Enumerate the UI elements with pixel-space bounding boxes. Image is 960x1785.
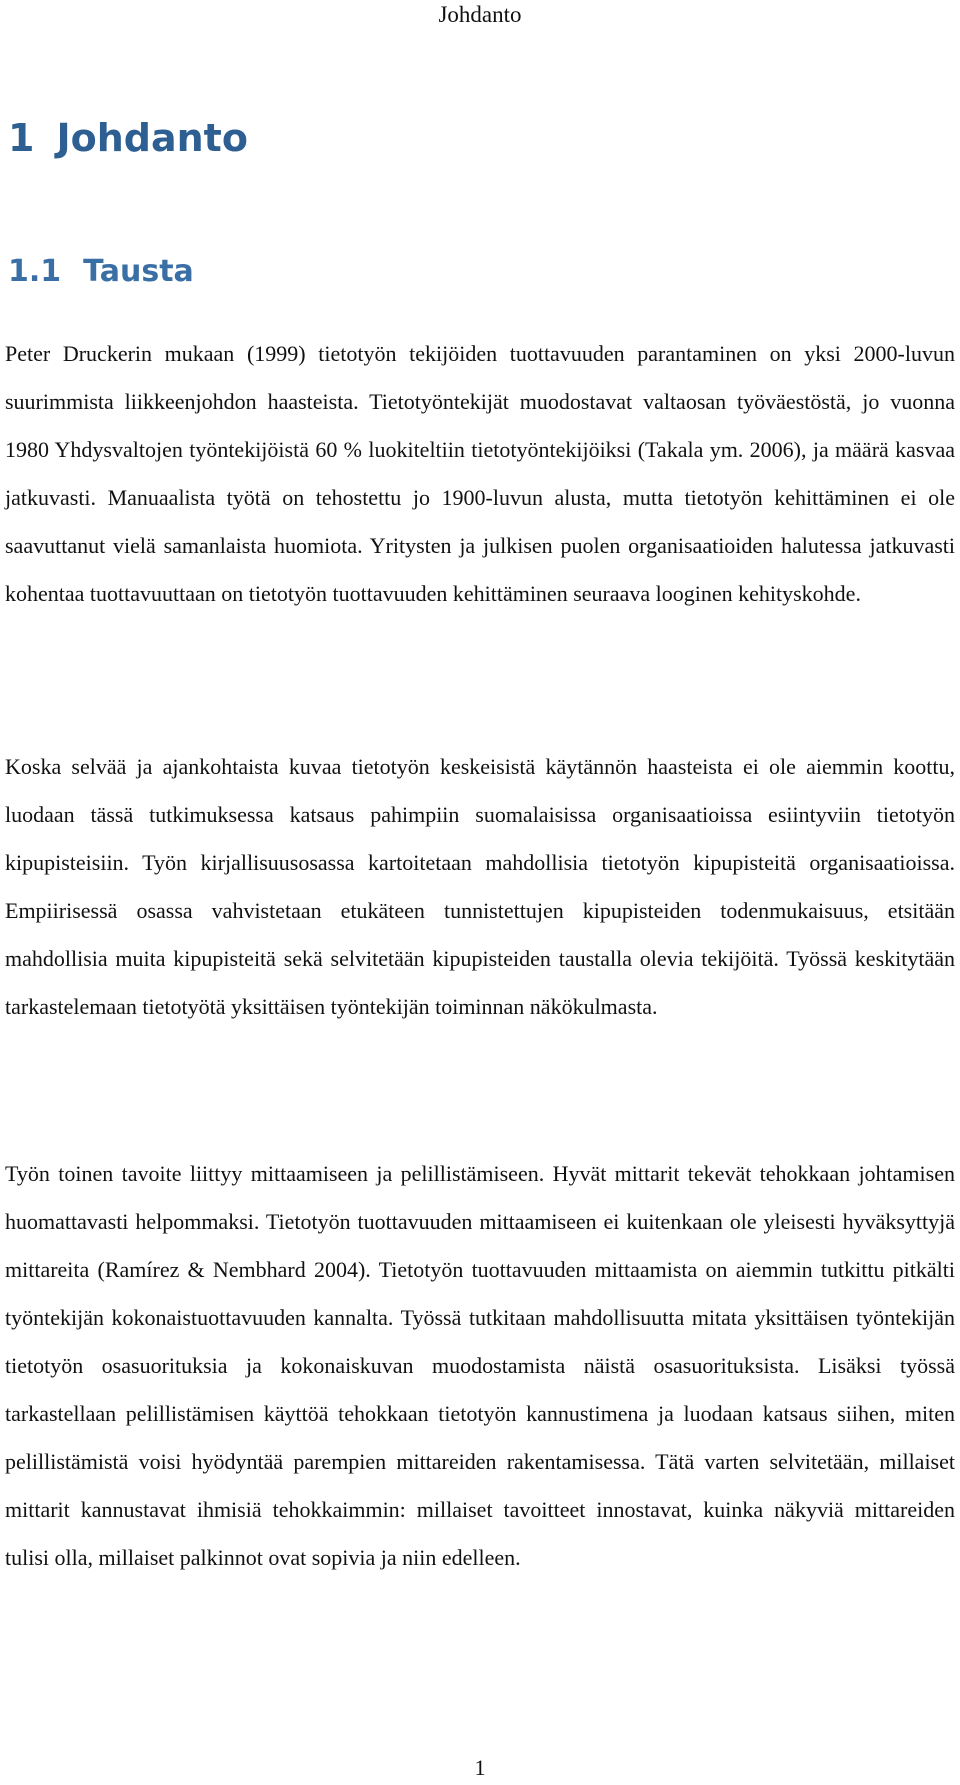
section-title: Tausta [83, 254, 194, 289]
body-paragraph: Työn toinen tavoite liittyy mittaamiseen ja pelillistämiseen. Hyvät mittarit tekevät tehokkaan johtamisen huomattavasti helpommaksi. Tietotyön tuottavuuden mittaamiseen ei kuitenkaan ole yleisesti hyväksyttyjä mittareita (Ramírez & Nembhard 2004). Tietotyön tuottavuuden mittaamista on aiemmin tutkittu pitkälti työntekijän kokonaistuottavuuden kannalta. Työssä tutkitaan mahdollisuutta mitata yksittäisen työntekijän tietotyön osasuorituksia ja kokonaiskuvan muodostamista näistä osasuorituksista. Lisäksi työssä tarkastellaan pelillistämisen käyttöä tehokkaan tietotyön kannustimena ja luodaan katsaus siihen, miten pelillistämistä voisi hyödyntää parempien mittareiden rakentamisessa. Tätä varten selvitetään, millaiset mittarit kannustavat ihmisiä tehokkaimmin: millaiset tavoitteet innostavat, kuinka näkyviä mittareiden tulisi olla, millaiset palkinnot ovat sopivia ja niin edelleen. [5, 1161, 955, 1570]
body-paragraph: Koska selvää ja ajankohtaista kuvaa tietotyön keskeisistä käytännön haasteista ei ole aiemmin koottu, luodaan tässä tutkimuksessa katsaus pahimpiin suomalaisissa organisaatioissa esiintyviin tietotyön kipupisteisiin. Työn kirjallisuusosassa kartoitetaan mahdollisia tietotyön kipupisteitä organisaatioissa. Empiirisessä osassa vahvistetaan etukäteen tunnistettujen kipupisteiden todenmukaisuus, etsitään mahdollisia muita kipupisteitä sekä selvitetään kipupisteiden taustalla olevia tekijöitä. Työssä keskitytään tarkastelemaan tietotyötä yksittäisen työntekijän toiminnan näkökulmasta. [5, 754, 955, 1019]
body-paragraph: Peter Druckerin mukaan (1999) tietotyön tekijöiden tuottavuuden parantaminen on yksi 2000-luvun suurimmista liikkeenjohdon haasteista. Tietotyöntekijät muodostavat valtaosan työväestöstä, jo vuonna 1980 Yhdysvaltojen työntekijöistä 60 % luokiteltiin tietotyöntekijöiksi (Takala ym. 2006), ja määrä kasvaa jatkuvasti. Manuaalista työtä on tehostettu jo 1900-luvun alusta, mutta tietotyön kehittäminen ei ole saavuttanut vielä samanlaista huomiota. Yritysten ja julkisen puolen organisaatioiden halutessa jatkuvasti kohentaa tuottavuuttaan on tietotyön tuottavuuden kehittäminen seuraava looginen kehityskohde. [5, 341, 955, 606]
section-heading [8, 250, 194, 294]
section-number: 1.1 [8, 254, 62, 289]
running-header: Johdanto [438, 2, 522, 27]
chapter-number: 1 [8, 116, 35, 160]
page-number: 1 [474, 1755, 486, 1780]
chapter-heading [8, 110, 248, 166]
chapter-title: Johdanto [56, 116, 248, 160]
